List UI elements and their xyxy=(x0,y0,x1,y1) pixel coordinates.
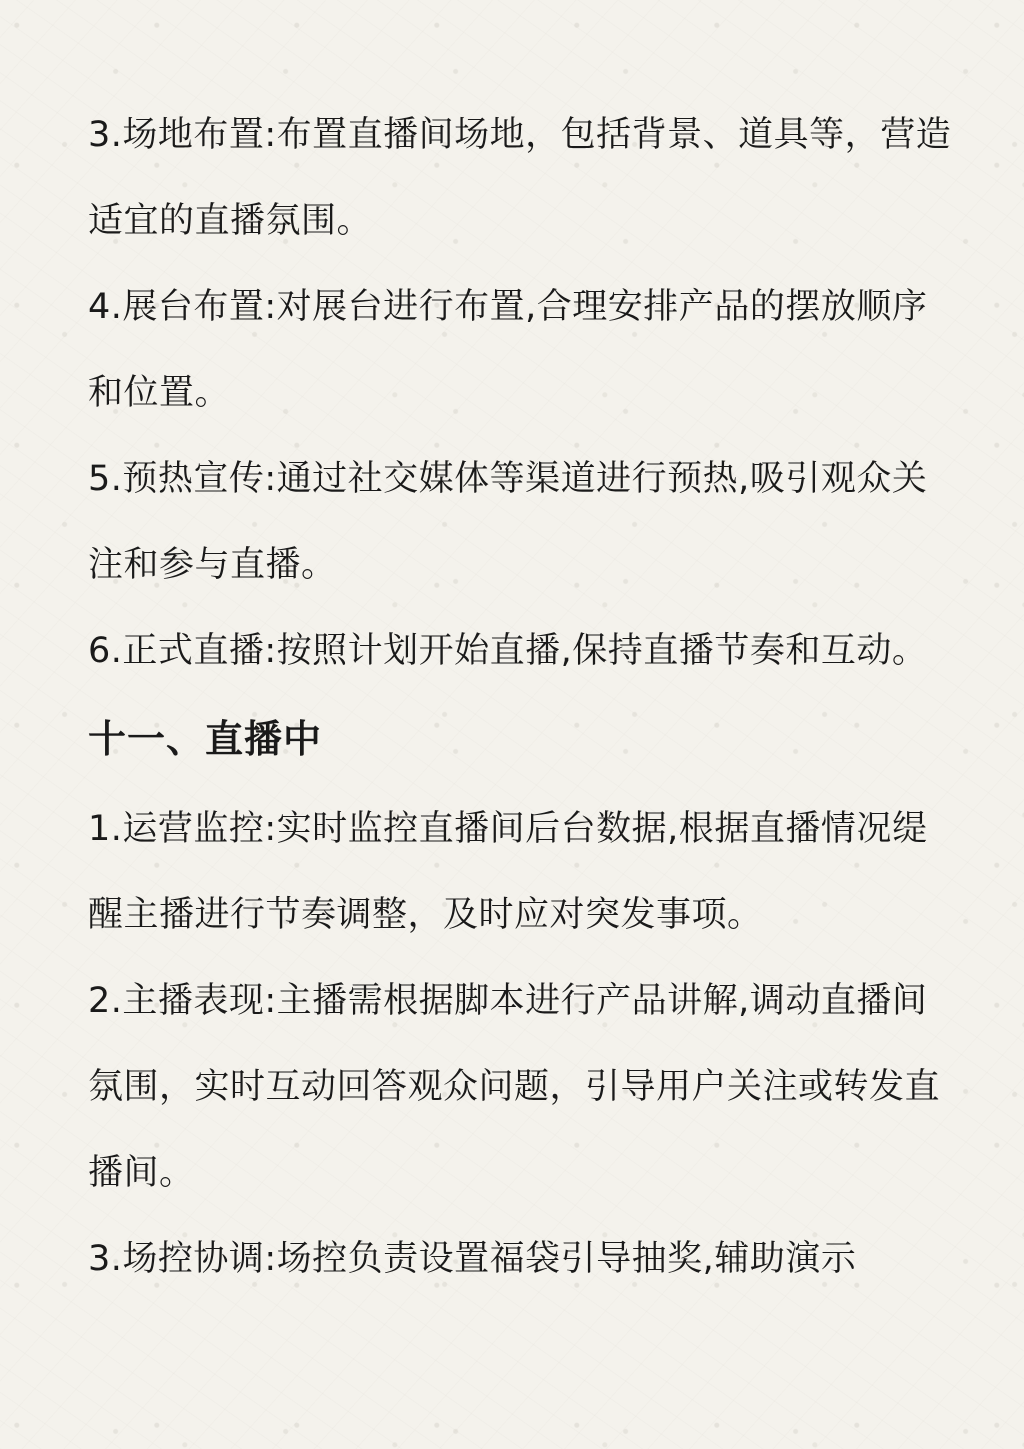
section-heading-live: 十一、直播中 xyxy=(88,717,323,761)
paragraph-host-performance: 2.主播表现:主播需根据脚本进行产品讲解,调动直播间氛围，实时互动回答观众问题，引导用户关注或转发直播间。 xyxy=(88,981,941,1193)
paragraph-site-setup: 3.场地布置:布置直播间场地，包括背景、道具等，营造适宜的直播氛围。 xyxy=(88,115,952,241)
paragraph-official-live: 6.正式直播:按照计划开始直播,保持直播节奏和互动。 xyxy=(88,631,928,671)
paragraph-booth-setup: 4.展台布置:对展台进行布置,合理安排产品的摆放顺序和位置。 xyxy=(88,287,928,413)
paragraph-warmup-promo: 5.预热宣传:通过社交媒体等渠道进行预热,吸引观众关注和参与直播。 xyxy=(88,459,928,585)
paragraph-field-control: 3.场控协调:场控负责设置福袋引导抽奖,辅助演示 xyxy=(88,1239,857,1279)
paragraph-ops-monitoring: 1.运营监控:实时监控直播间后台数据,根据直播情况缇醒主播进行节奏调整，及时应对突发事项。 xyxy=(88,809,928,935)
